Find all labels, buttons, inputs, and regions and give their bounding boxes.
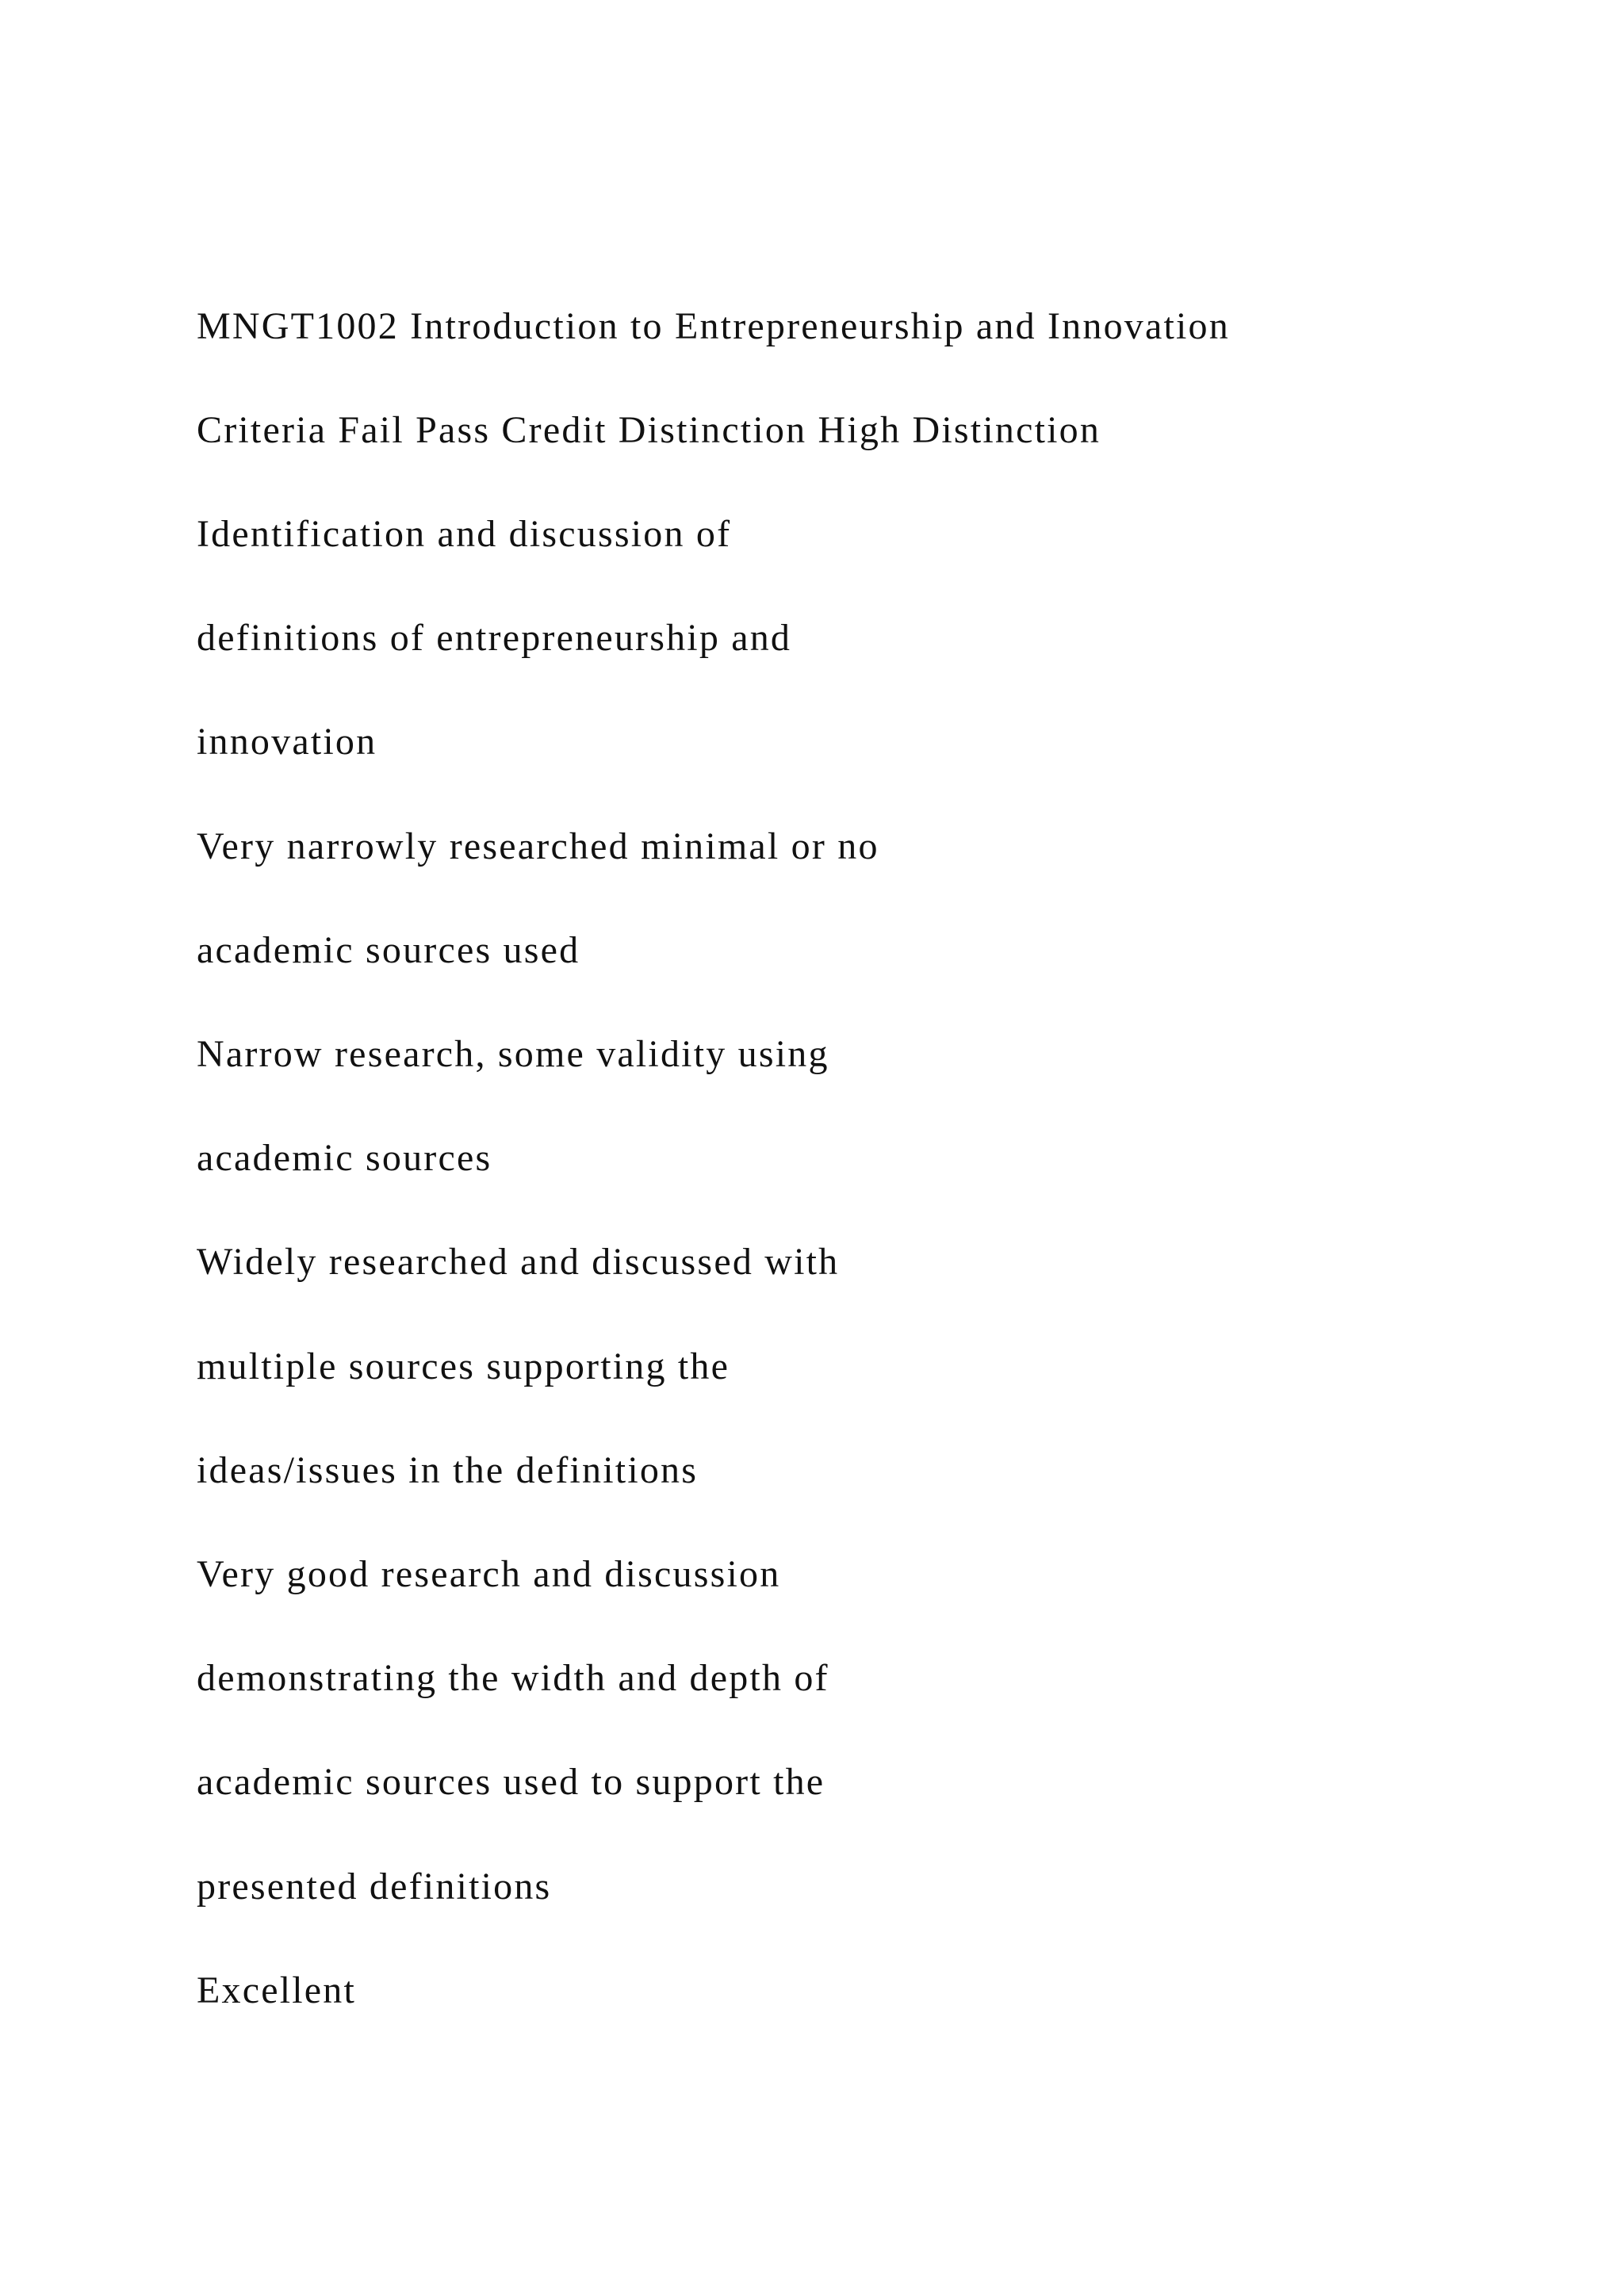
fail-description-line-2: academic sources used [197, 929, 580, 971]
fail-description-line-1: Very narrowly researched minimal or no [197, 825, 879, 867]
distinction-description-line-4: presented definitions [197, 1866, 552, 1908]
distinction-description-line-3: academic sources used to support the [197, 1761, 825, 1803]
criterion-line-3: innovation [197, 721, 377, 763]
criteria-header-line: Criteria Fail Pass Credit Distinction High Distinction [197, 409, 1101, 451]
criterion-line-2: definitions of entrepreneurship and [197, 617, 792, 659]
pass-description-line-1: Narrow research, some validity using [197, 1033, 829, 1075]
criterion-line-1: Identification and discussion of [197, 513, 732, 555]
distinction-description-line-1: Very good research and discussion [197, 1553, 781, 1595]
credit-description-line-3: ideas/issues in the definitions [197, 1449, 699, 1491]
credit-description-line-2: multiple sources supporting the [197, 1345, 730, 1387]
distinction-description-line-2: demonstrating the width and depth of [197, 1657, 829, 1699]
course-title-line: MNGT1002 Introduction to Entrepreneurship and Innovation [197, 305, 1230, 347]
credit-description-line-1: Widely researched and discussed with [197, 1241, 840, 1283]
pass-description-line-2: academic sources [197, 1137, 492, 1179]
high-distinction-description-line-1: Excellent [197, 1969, 357, 2011]
